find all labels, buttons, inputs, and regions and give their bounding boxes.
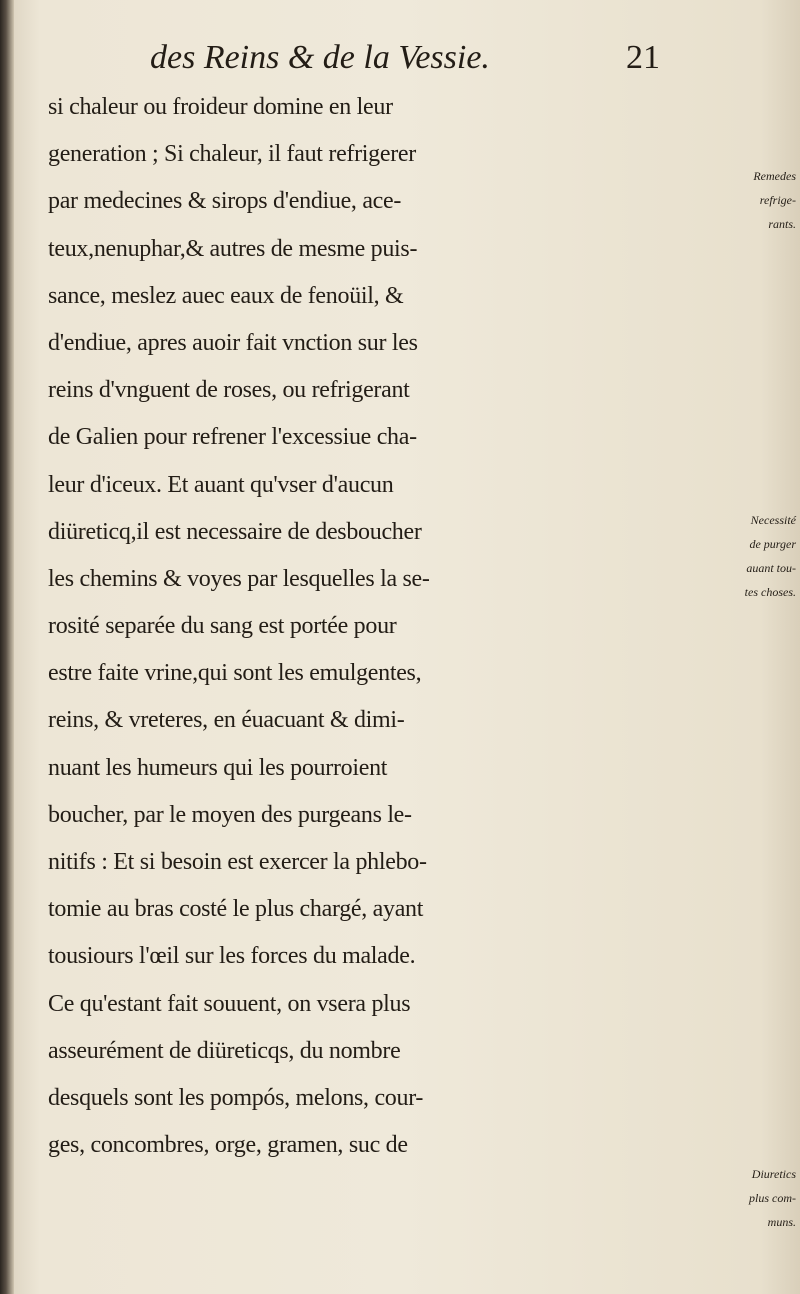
marginal-note-line: tes choses. bbox=[744, 585, 796, 599]
marginal-note-line: de purger bbox=[749, 537, 796, 551]
page-gutter bbox=[0, 0, 14, 1294]
page-number: 21 bbox=[626, 39, 660, 76]
marginal-note-remedes bbox=[668, 164, 796, 236]
marginal-note-line: rants. bbox=[768, 217, 796, 231]
text-line: nitifs : Et si besoin est exercer la phlebo- bbox=[48, 849, 427, 875]
text-line: nuant les humeurs qui les pourroient bbox=[48, 754, 388, 781]
text-line: teux,nenuphar,& autres de mesme puis- bbox=[48, 235, 418, 262]
text-line: Ce qu'estant fait souuent, on vsera plus bbox=[48, 990, 411, 1017]
text-line: boucher, par le moyen des purgeans le- bbox=[48, 801, 412, 828]
text-line: les chemins & voyes par lesquelles la se- bbox=[48, 565, 430, 592]
text-line: tomie au bras costé le plus chargé, ayant bbox=[48, 896, 424, 923]
body-text bbox=[48, 84, 668, 1169]
text-line: estre faite vrine,qui sont les emulgentes, bbox=[48, 660, 422, 687]
text-line: d'endiue, apres auoir fait vnction sur les bbox=[48, 329, 418, 356]
marginal-note-line: refrige- bbox=[759, 193, 796, 207]
text-line: par medecines & sirops d'endiue, ace- bbox=[48, 188, 402, 215]
text-line: asseurément de diüreticqs, du nombre bbox=[48, 1037, 401, 1064]
marginal-note-line: Remedes bbox=[753, 169, 796, 183]
page-header bbox=[150, 34, 670, 82]
marginal-note-line: Necessité bbox=[750, 513, 796, 527]
text-line: desquels sont les pompós, melons, cour- bbox=[48, 1084, 424, 1111]
text-line: reins, & vreteres, en éuacuant & dimi- bbox=[48, 707, 405, 734]
text-line: de Galien pour refrener l'excessiue cha- bbox=[48, 424, 417, 451]
text-line: tousiours l'œil sur les forces du malade. bbox=[48, 943, 416, 970]
marginal-note-line: Diuretics bbox=[751, 1167, 796, 1181]
text-line: sance, meslez auec eaux de fenoüil, & bbox=[48, 282, 404, 309]
marginal-note-line: plus com- bbox=[749, 1191, 796, 1205]
marginal-note-diuretics bbox=[668, 1162, 796, 1234]
text-line: rosité separée du sang est portée pour bbox=[48, 613, 397, 640]
running-title: des Reins & de la Vessie. bbox=[150, 39, 490, 76]
marginal-note-line: muns. bbox=[767, 1215, 796, 1229]
text-line: diüreticq,il est necessaire de desboucher bbox=[48, 518, 422, 545]
text-line: leur d'iceux. Et auant qu'vser d'aucun bbox=[48, 471, 394, 498]
text-line: generation ; Si chaleur, il faut refrigerer bbox=[48, 141, 416, 168]
marginal-note-line: auant tou- bbox=[746, 561, 796, 575]
text-line: si chaleur ou froideur domine en leur bbox=[48, 94, 393, 120]
text-line: ges, concombres, orge, gramen, suc de bbox=[48, 1132, 408, 1159]
marginal-note-necessite bbox=[668, 508, 796, 604]
text-line: reins d'vnguent de roses, ou refrigerant bbox=[48, 377, 410, 404]
